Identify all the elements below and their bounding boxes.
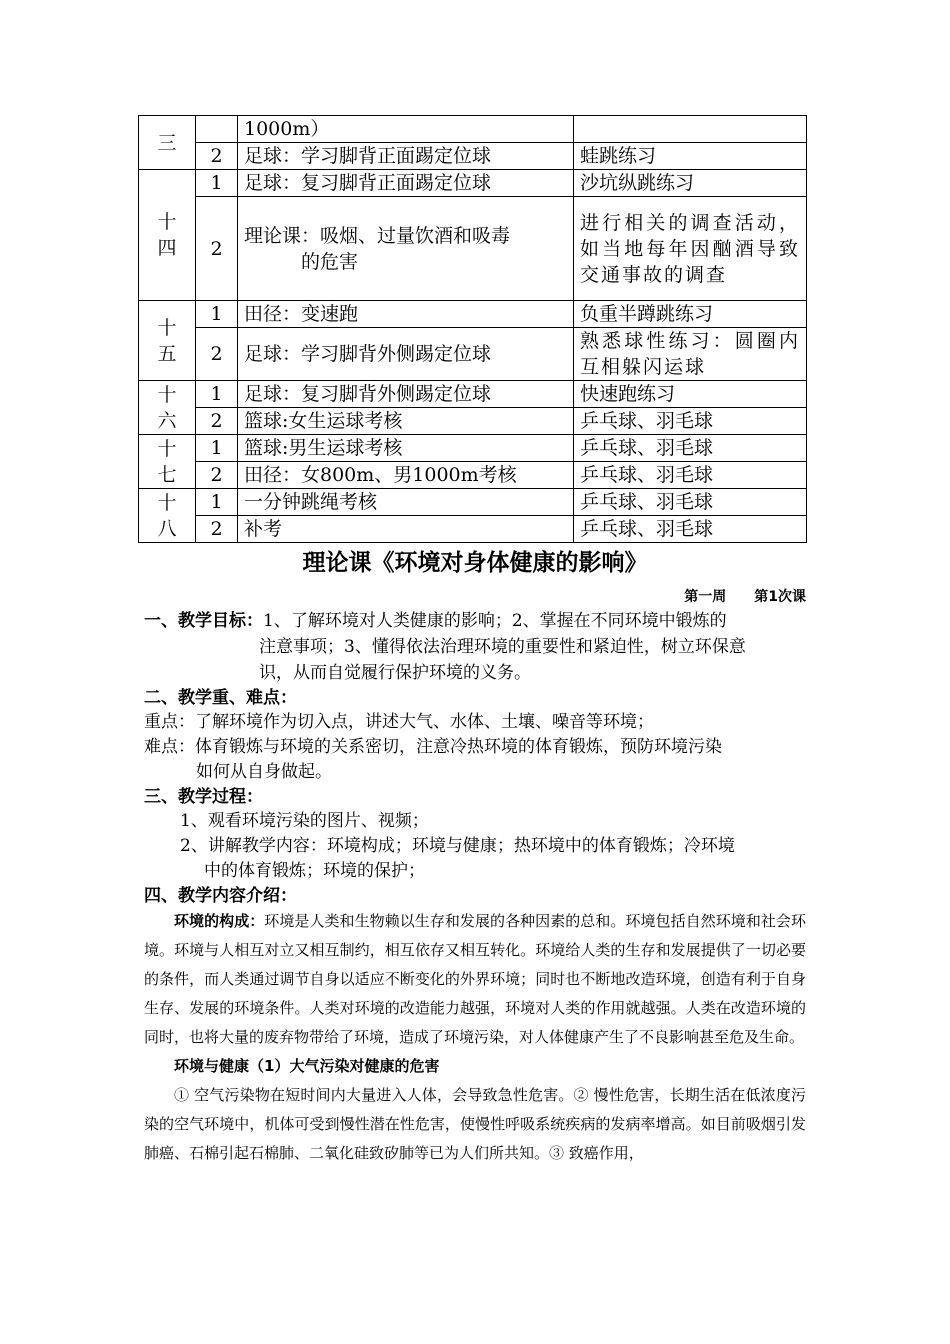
week-cell	[139, 170, 196, 301]
table-row	[139, 462, 807, 489]
week-cell	[139, 435, 196, 489]
table-row	[139, 381, 807, 408]
session-cell: 1	[196, 170, 238, 197]
session-cell: 1	[196, 301, 238, 328]
extra-cell: 乒乓球、羽毛球	[574, 516, 807, 543]
table-row	[139, 116, 807, 143]
session-cell: 2	[196, 328, 238, 381]
activity-cell: 足球：复习脚背外侧踢定位球	[238, 381, 574, 408]
week-char: 六	[157, 409, 177, 432]
week-char: 四	[157, 237, 177, 259]
activity-line: 理论课：吸烟、过量饮酒和吸毒	[244, 224, 511, 247]
session-cell: 1	[196, 381, 238, 408]
paragraph	[144, 907, 806, 1052]
extra-cell: 进行相关的调查活动，如当地每年因酗酒导致交通事故的调查	[574, 197, 807, 301]
objectives-line: 注意事项；3、懂得依法治理环境的重要性和紧迫性，树立环保意	[259, 637, 746, 657]
week-cell: 三	[139, 116, 196, 170]
activity-cell: 足球：学习脚背正面踢定位球	[238, 143, 574, 170]
paragraph-lead: 环境的构成：	[174, 912, 265, 930]
section-heading: 一、教学目标：	[144, 611, 263, 631]
lesson-title: 理论课《环境对身体健康的影响》	[302, 550, 648, 576]
session-cell: 2	[196, 408, 238, 435]
week-char: 七	[157, 463, 177, 486]
extra-cell	[574, 116, 807, 143]
week-cell	[139, 301, 196, 381]
session-cell: 2	[196, 143, 238, 170]
activity-cell: 篮球:女生运球考核	[238, 408, 574, 435]
extra-cell: 乒乓球、羽毛球	[574, 435, 807, 462]
week-cell	[139, 381, 196, 435]
table-row	[139, 435, 807, 462]
session-cell	[196, 116, 238, 143]
process-line: 1、观看环境污染的图片、视频；	[180, 811, 429, 831]
extra-cell: 乒乓球、羽毛球	[574, 462, 807, 489]
session-cell: 2	[196, 197, 238, 301]
section-heading: 三、教学过程：	[144, 787, 263, 807]
paragraph: ① 空气污染物在短时间内大量进入人体，会导致急性危害。② 慢性危害，长期生活在低浓度污染的空气环境中，机体可受到慢性潜在性危害，使慢性呼吸系统疾病的发病率增高。如目前吸烟引发肺癌、石棉引起石棉肺、二氧化硅致矽肺等已为人们所共知。③ 致癌作用，	[144, 1086, 806, 1162]
activity-cell: 篮球:男生运球考核	[238, 435, 574, 462]
extra-cell: 蛙跳练习	[574, 143, 807, 170]
activity-cell: 足球：学习脚背外侧踢定位球	[238, 328, 574, 381]
table-row	[139, 408, 807, 435]
objectives-line	[144, 608, 806, 634]
process-line: 中的体育锻炼；环境的保护；	[204, 861, 425, 881]
difficulty-line: 如何从自身做起。	[196, 762, 332, 782]
extra-cell: 乒乓球、羽毛球	[574, 489, 807, 516]
week-char: 十	[157, 437, 177, 460]
table-row	[139, 197, 807, 301]
paragraph-text: 环境是人类和生物赖以生存和发展的各种因素的总和。环境包括自然环境和社会环境。环境与人相互对立又相互制约，相互依存又相互转化。环境给人类的生存和发展提供了一切必要的条件，而人类通过调节自身以适应不断变化的外界环境；同时也不断地改造环境，创造有利于自身生存、发展的环境条件。人类对环境的改造能力越强，环境对人类的作用就越强。人类在改造环境的同时，也将大量的废弃物带给了环境，造成了环境污染，对人体健康产生了不良影响甚至危及生命。	[144, 912, 806, 1046]
objectives-text: 1、了解环境对人类健康的影响；2、掌握在不同环境中锻炼的	[263, 611, 727, 631]
objectives-line: 识，从而自觉履行保护环境的义务。	[259, 663, 531, 683]
table-row	[139, 328, 807, 381]
week-session-label	[684, 586, 806, 606]
activity-cell: 田径：变速跑	[238, 301, 574, 328]
week-char: 十	[157, 316, 177, 339]
table-row	[139, 516, 807, 543]
activity-cell: 田径：女800m、男1000m考核	[238, 462, 574, 489]
activity-cell	[238, 197, 574, 301]
key-point-line: 重点：了解环境作为切入点，讲述大气、水体、土壤、噪音等环境；	[144, 712, 654, 732]
week-char: 十	[157, 491, 177, 514]
process-line: 2、讲解教学内容：环境构成；环境与健康；热环境中的体育锻炼；冷环境	[180, 836, 735, 856]
activity-cell: 补考	[238, 516, 574, 543]
week-char: 十	[157, 383, 177, 406]
section-heading: 二、教学重、难点：	[144, 688, 297, 708]
extra-cell: 快速跑练习	[574, 381, 807, 408]
activity-cell: 一分钟跳绳考核	[238, 489, 574, 516]
difficulty-line: 难点：体育锻炼与环境的关系密切，注意冷热环境的体育锻炼，预防环境污染	[144, 737, 722, 757]
table-row	[139, 170, 807, 197]
week-char: 八	[157, 517, 177, 540]
schedule-table	[138, 115, 807, 543]
session-label: 第1次课	[754, 589, 806, 605]
extra-cell: 乒乓球、羽毛球	[574, 408, 807, 435]
table-row	[139, 489, 807, 516]
session-cell: 1	[196, 435, 238, 462]
subheading: 环境与健康（1）大气污染对健康的危害	[174, 1057, 440, 1075]
activity-line: 的危害	[301, 250, 359, 273]
extra-cell: 熟悉球性练习：圆圈内互相躲闪运球	[574, 328, 807, 381]
section-heading: 四、教学内容介绍：	[144, 886, 297, 906]
week-char: 五	[157, 342, 177, 365]
session-cell: 2	[196, 516, 238, 543]
content-body	[144, 907, 806, 1168]
week-cell	[139, 489, 196, 543]
activity-cell: 1000m）	[238, 116, 574, 143]
table-row	[139, 143, 807, 170]
extra-cell: 负重半蹲跳练习	[574, 301, 807, 328]
table-row	[139, 301, 807, 328]
extra-cell: 沙坑纵跳练习	[574, 170, 807, 197]
week-label: 第一周	[684, 589, 727, 605]
session-cell: 1	[196, 489, 238, 516]
activity-cell: 足球：复习脚背正面踢定位球	[238, 170, 574, 197]
week-char: 十	[157, 211, 177, 233]
session-cell: 2	[196, 462, 238, 489]
